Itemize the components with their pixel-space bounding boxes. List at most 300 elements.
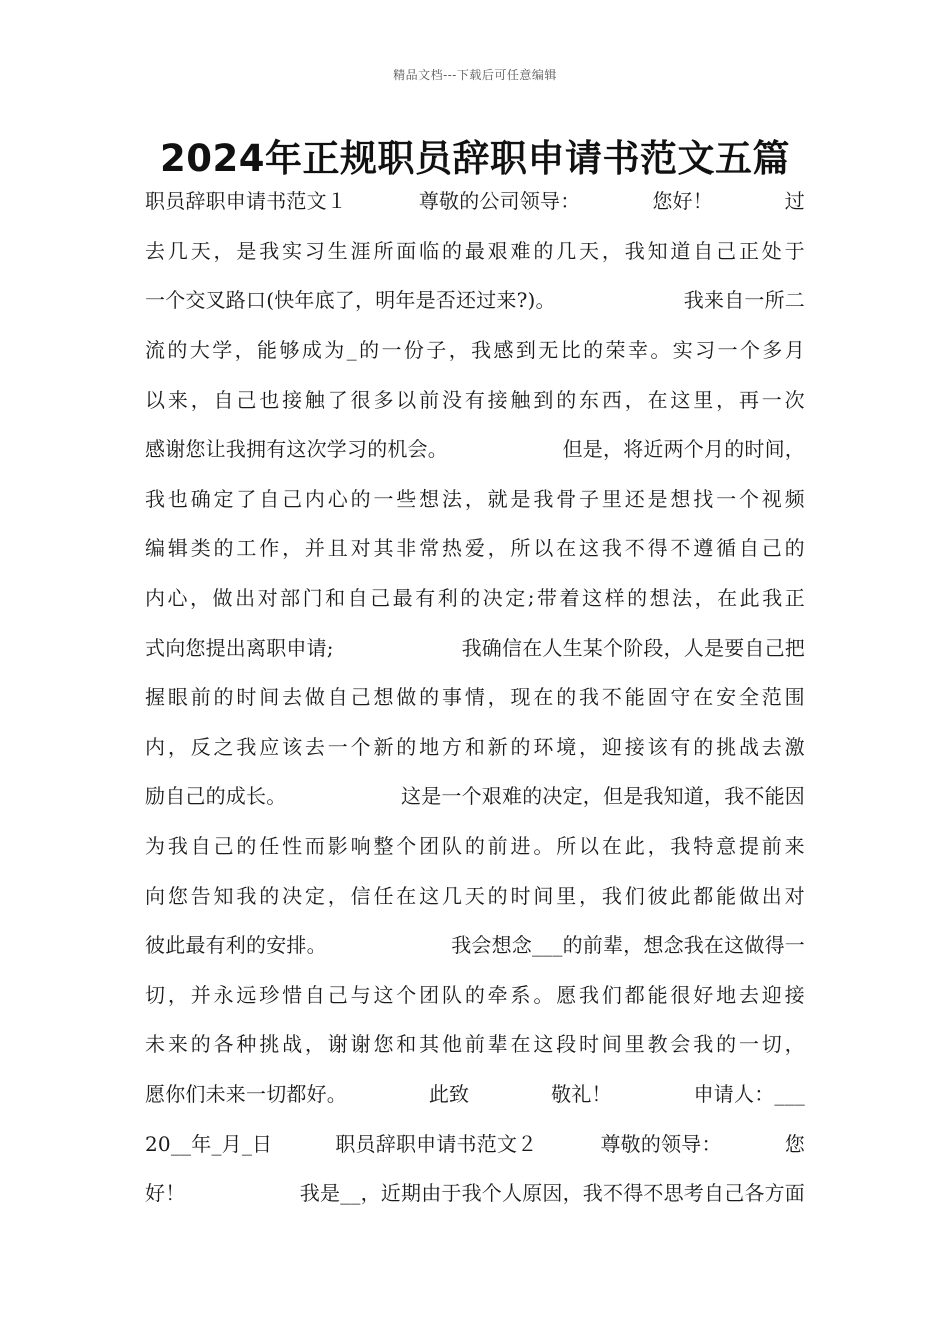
document-body: [145, 175, 805, 1216]
glyph: 此: [670, 883, 691, 908]
glyph: 带: [537, 586, 558, 611]
glyph: ，: [190, 387, 211, 412]
glyph: 类: [190, 536, 211, 561]
glyph: 远: [236, 982, 257, 1007]
text-segment: 彼此最有利的安排。: [145, 933, 327, 958]
glyph: 与: [350, 982, 371, 1007]
glyph: 最: [464, 238, 486, 263]
glyph: 样: [604, 586, 625, 611]
glyph: 向: [145, 883, 166, 908]
glyph: 处: [761, 238, 782, 263]
glyph: 作: [259, 536, 280, 561]
glyph: 循: [716, 536, 737, 561]
glyph: 编: [145, 536, 166, 561]
glyph: ，: [190, 586, 211, 611]
glyph: 的: [487, 883, 508, 908]
glyph: 握: [145, 685, 166, 710]
glyph: 的: [396, 734, 417, 759]
glyph: 触: [304, 387, 326, 412]
glyph: 了: [236, 486, 257, 511]
glyph: 的: [533, 238, 554, 263]
glyph: 面: [396, 238, 417, 263]
glyph: 对: [257, 586, 278, 611]
glyph: ，: [304, 1032, 326, 1057]
glyph: 视: [761, 486, 782, 511]
body-line: [145, 621, 805, 671]
glyph: 以: [396, 387, 417, 412]
glyph: 辑: [167, 536, 189, 561]
glyph: 频: [784, 486, 805, 511]
glyph: 能: [624, 685, 645, 710]
glyph: 段: [556, 1032, 577, 1057]
text-segment: 尊敬的领导：: [600, 1131, 722, 1156]
text-segment: 20__年_月_日: [145, 1131, 273, 1156]
glyph: 决: [282, 883, 303, 908]
glyph: 和: [325, 586, 346, 611]
glyph: 。: [533, 834, 554, 859]
glyph: 这: [419, 883, 440, 908]
glyph: 的: [460, 586, 481, 611]
glyph: 方: [441, 734, 463, 759]
glyph: 和: [464, 734, 486, 759]
glyph: 这: [579, 536, 600, 561]
glyph: 遵: [693, 536, 714, 561]
glyph: 激: [784, 734, 805, 759]
glyph: 内: [304, 486, 326, 511]
glyph: ，: [234, 338, 255, 363]
glyph: ，: [784, 1032, 805, 1057]
glyph: 我: [693, 1032, 714, 1057]
glyph: 一: [717, 338, 738, 363]
glyph: 的: [213, 536, 234, 561]
glyph: 很: [350, 387, 371, 412]
glyph: 全: [738, 685, 760, 710]
glyph: 的: [236, 834, 257, 859]
glyph: ，: [624, 387, 645, 412]
glyph: 来: [784, 834, 805, 859]
glyph: 的: [419, 685, 440, 710]
glyph: 事: [441, 685, 463, 710]
text-segment: 我是__，近期由于我个人原因，我不得不思考自己各方面: [299, 1181, 805, 1206]
glyph: 去: [761, 734, 782, 759]
glyph: 的: [190, 1032, 211, 1057]
glyph: 找: [693, 486, 714, 511]
glyph: 的: [716, 1032, 737, 1057]
glyph: 们: [601, 982, 623, 1007]
body-line: [145, 473, 805, 523]
glyph: 我: [471, 338, 492, 363]
glyph: 有: [670, 734, 691, 759]
glyph: 自: [738, 536, 760, 561]
glyph: 谢: [350, 1032, 371, 1057]
glyph: 门: [302, 586, 323, 611]
glyph: 以: [579, 834, 600, 859]
glyph: 团: [419, 834, 440, 859]
glyph: 热: [441, 536, 463, 561]
glyph: 并: [190, 982, 211, 1007]
glyph: ，: [601, 238, 623, 263]
glyph: 愿: [556, 982, 577, 1007]
glyph: 环: [533, 734, 554, 759]
glyph: 荣: [605, 338, 626, 363]
glyph: 着: [559, 586, 580, 611]
body-line: [145, 770, 805, 820]
glyph: 为: [324, 338, 345, 363]
glyph: 己: [327, 982, 348, 1007]
glyph: 还: [624, 486, 645, 511]
glyph: 的: [556, 387, 577, 412]
glyph: 在: [693, 685, 714, 710]
body-line: [145, 1167, 805, 1217]
glyph: 队: [441, 834, 463, 859]
glyph: 个: [738, 486, 760, 511]
body-line: [145, 869, 805, 919]
text-segment: 我会想念___的前辈，想念我在这做得一: [451, 933, 805, 958]
glyph: 我: [236, 883, 257, 908]
glyph: ，: [694, 586, 715, 611]
glyph: 前: [487, 834, 508, 859]
glyph: 的: [441, 238, 463, 263]
glyph: 能: [716, 883, 737, 908]
glyph: 性: [282, 834, 303, 859]
text-segment: 职员辞职申请书范文１: [145, 189, 347, 214]
glyph: 我: [762, 586, 783, 611]
glyph: 了: [327, 387, 348, 412]
glyph: 的: [350, 486, 371, 511]
glyph: 己: [236, 387, 257, 412]
glyph: 习: [695, 338, 716, 363]
glyph: 感: [493, 338, 514, 363]
glyph: 战: [282, 1032, 303, 1057]
glyph: 子: [579, 486, 600, 511]
glyph: _: [346, 336, 357, 361]
glyph: 最: [392, 586, 413, 611]
glyph: 未: [145, 1032, 166, 1057]
glyph: 涯: [350, 238, 371, 263]
glyph: 我: [601, 883, 623, 908]
glyph: 多: [373, 387, 394, 412]
glyph: 临: [419, 238, 440, 263]
glyph: 实: [672, 338, 693, 363]
glyph: 不: [670, 536, 691, 561]
glyph: 特: [693, 834, 714, 859]
body-line: [145, 820, 805, 870]
glyph: 次: [784, 387, 805, 412]
glyph: 定: [213, 486, 234, 511]
glyph: 信: [350, 883, 371, 908]
glyph: 这: [533, 1032, 554, 1057]
glyph: 在: [396, 883, 417, 908]
glyph: 骨: [556, 486, 577, 511]
body-line: [145, 919, 805, 969]
glyph: 意: [716, 834, 737, 859]
glyph: 切: [761, 1032, 782, 1057]
glyph: 地: [716, 982, 737, 1007]
glyph: 生: [327, 238, 348, 263]
glyph: 己: [761, 536, 782, 561]
glyph: 天: [464, 883, 486, 908]
body-line: [145, 969, 805, 1019]
glyph: 前: [419, 387, 440, 412]
glyph: 常: [419, 536, 440, 561]
glyph: 能: [647, 982, 668, 1007]
glyph: 接: [487, 387, 508, 412]
text-segment: 此致: [428, 1081, 470, 1106]
glyph: ，: [167, 982, 189, 1007]
glyph: 范: [761, 685, 782, 710]
text-segment: 愿你们未来一切都好。: [145, 1081, 347, 1106]
glyph: 天: [579, 238, 600, 263]
glyph: 于: [784, 238, 805, 263]
glyph: 任: [373, 883, 394, 908]
glyph: 想: [670, 486, 691, 511]
glyph: 不: [601, 685, 623, 710]
glyph: 法: [672, 586, 693, 611]
glyph: 己: [716, 238, 737, 263]
body-line: [145, 423, 805, 473]
glyph: 自: [190, 834, 211, 859]
glyph: 里: [693, 387, 714, 412]
glyph: 。: [533, 982, 554, 1007]
glyph: 确: [190, 486, 211, 511]
glyph: 接: [624, 734, 645, 759]
text-segment: 一个交叉路口(快年底了，明年是否还过来?)。: [145, 288, 556, 313]
document-title: 2024年正规职员辞职申请书范文五篇: [160, 137, 790, 180]
glyph: 。: [650, 338, 671, 363]
glyph: 辈: [487, 1032, 508, 1057]
glyph: 并: [304, 536, 326, 561]
text-segment: 但是，将近两个月的时间，: [562, 437, 805, 462]
body-line: [145, 1068, 805, 1118]
glyph: 也: [167, 486, 189, 511]
glyph: 挑: [716, 734, 737, 759]
glyph: 教: [647, 1032, 668, 1057]
glyph: 永: [213, 982, 234, 1007]
glyph: 不: [624, 536, 645, 561]
glyph: 心: [327, 486, 348, 511]
glyph: 影: [327, 834, 348, 859]
glyph: ，: [579, 883, 600, 908]
body-line: [145, 274, 805, 324]
glyph: 份: [403, 338, 425, 363]
glyph: ;: [527, 584, 535, 609]
glyph: ，: [213, 238, 234, 263]
glyph: 我: [624, 238, 645, 263]
glyph: 以: [533, 536, 554, 561]
text-segment: 这是一个艰难的决定，但是我知道，我不能因: [401, 784, 805, 809]
glyph: 几: [441, 883, 463, 908]
glyph: 成: [301, 338, 323, 363]
glyph: 这: [582, 586, 603, 611]
glyph: 做: [212, 586, 233, 611]
body-line: [145, 572, 805, 622]
glyph: 对: [350, 536, 371, 561]
glyph: 得: [647, 536, 668, 561]
text-segment: 申请人：___: [693, 1081, 805, 1106]
glyph: 迎: [761, 982, 782, 1007]
glyph: 之: [213, 734, 234, 759]
glyph: 定: [304, 883, 326, 908]
glyph: 系: [510, 982, 531, 1007]
glyph: 彼: [647, 883, 668, 908]
glyph: 的: [627, 586, 648, 611]
glyph: 东: [579, 387, 600, 412]
glyph: 接: [282, 387, 303, 412]
glyph: 出: [761, 883, 782, 908]
glyph: 以: [145, 387, 166, 412]
glyph: 非: [396, 536, 417, 561]
glyph: 知: [647, 238, 668, 263]
glyph: 爱: [464, 536, 486, 561]
glyph: 间: [601, 1032, 623, 1057]
glyph: 所: [556, 834, 577, 859]
glyph: 来: [167, 1032, 189, 1057]
glyph: 大: [189, 338, 211, 363]
glyph: 的: [213, 685, 234, 710]
glyph: 他: [441, 1032, 463, 1057]
glyph: 艰: [487, 238, 508, 263]
glyph: 此: [739, 586, 760, 611]
glyph: 会: [670, 1032, 691, 1057]
glyph: 利: [437, 586, 458, 611]
glyph: ，: [647, 834, 668, 859]
glyph: ，: [579, 734, 600, 759]
glyph: 正: [738, 238, 760, 263]
glyph: 时: [236, 685, 257, 710]
glyph: 我: [145, 486, 166, 511]
glyph: 境: [556, 734, 577, 759]
glyph: 反: [190, 734, 211, 759]
glyph: 一: [327, 734, 348, 759]
glyph: 幸: [627, 338, 649, 363]
glyph: 我: [670, 834, 691, 859]
glyph: 整: [373, 834, 394, 859]
body-line: [145, 671, 805, 721]
glyph: 间: [259, 685, 280, 710]
text-segment: 我确信在人生某个阶段，人是要自己把: [461, 635, 805, 660]
glyph: 己: [282, 486, 303, 511]
glyph: 队: [441, 982, 463, 1007]
glyph: 在: [533, 685, 554, 710]
glyph: 前: [761, 834, 782, 859]
glyph: 在: [601, 834, 623, 859]
glyph: 间: [533, 883, 554, 908]
glyph: 道: [670, 238, 691, 263]
glyph: 能: [257, 338, 278, 363]
glyph: 的: [510, 734, 531, 759]
glyph: 月: [784, 338, 805, 363]
glyph: 响: [350, 834, 371, 859]
glyph: 团: [419, 982, 440, 1007]
glyph: 几: [556, 238, 577, 263]
glyph: 的: [784, 536, 805, 561]
glyph: 情: [464, 685, 486, 710]
glyph: 我: [167, 834, 189, 859]
glyph: 正: [784, 586, 805, 611]
glyph: 的: [259, 883, 280, 908]
glyph: 天: [190, 238, 211, 263]
glyph: 西: [601, 387, 623, 412]
glyph: 的: [556, 685, 577, 710]
glyph: 所: [373, 238, 394, 263]
glyph: 在: [510, 1032, 531, 1057]
glyph: 己: [213, 834, 234, 859]
glyph: 战: [738, 734, 760, 759]
body-line: [145, 175, 805, 225]
glyph: ，: [487, 536, 508, 561]
glyph: 决: [482, 586, 503, 611]
glyph: 出: [235, 586, 256, 611]
glyph: 自: [693, 238, 714, 263]
glyph: 些: [396, 486, 417, 511]
glyph: 己: [350, 685, 371, 710]
glyph: 围: [784, 685, 805, 710]
glyph: 进: [510, 834, 531, 859]
glyph: 我: [601, 536, 623, 561]
glyph: 的: [693, 734, 714, 759]
glyph: 的: [583, 338, 604, 363]
glyph: 内: [145, 734, 166, 759]
glyph: 而: [304, 834, 326, 859]
glyph: 迎: [601, 734, 623, 759]
glyph: 内: [145, 586, 166, 611]
glyph: 时: [510, 883, 531, 908]
glyph: 这: [670, 387, 691, 412]
glyph: 前: [190, 685, 211, 710]
glyph: 里: [601, 486, 623, 511]
glyph: 都: [693, 883, 714, 908]
glyph: 学: [212, 338, 233, 363]
glyph: 一: [738, 1032, 760, 1057]
glyph: 个: [396, 982, 417, 1007]
glyph: 个: [396, 834, 417, 859]
glyph: 好: [693, 982, 714, 1007]
glyph: 个: [350, 734, 371, 759]
glyph: 接: [784, 982, 805, 1007]
glyph: 任: [259, 834, 280, 859]
glyph: 去: [145, 238, 166, 263]
glyph: 挑: [259, 1032, 280, 1057]
glyph: 应: [259, 734, 280, 759]
glyph: 自: [304, 982, 326, 1007]
glyph: 是: [647, 486, 668, 511]
glyph: 很: [670, 982, 691, 1007]
glyph: 去: [282, 685, 303, 710]
glyph: 我: [259, 238, 280, 263]
body-line: [145, 1117, 805, 1167]
glyph: 去: [304, 734, 326, 759]
glyph: 我: [579, 685, 600, 710]
glyph: 该: [282, 734, 303, 759]
body-line: [145, 721, 805, 771]
glyph: 的: [359, 338, 380, 363]
glyph: 时: [579, 1032, 600, 1057]
glyph: 触: [510, 387, 531, 412]
text-segment: 感谢您让我拥有这次学习的机会。: [145, 437, 448, 462]
glyph: 就: [487, 486, 508, 511]
glyph: 想: [419, 486, 440, 511]
glyph: 和: [396, 1032, 417, 1057]
glyph: 我: [533, 486, 554, 511]
glyph: 对: [784, 883, 805, 908]
glyph: 子: [426, 338, 447, 363]
glyph: 也: [259, 387, 280, 412]
glyph: 为: [145, 834, 166, 859]
glyph: 的: [464, 834, 486, 859]
text-segment: 过: [784, 189, 805, 214]
glyph: 新: [487, 734, 508, 759]
glyph: ，: [448, 338, 469, 363]
